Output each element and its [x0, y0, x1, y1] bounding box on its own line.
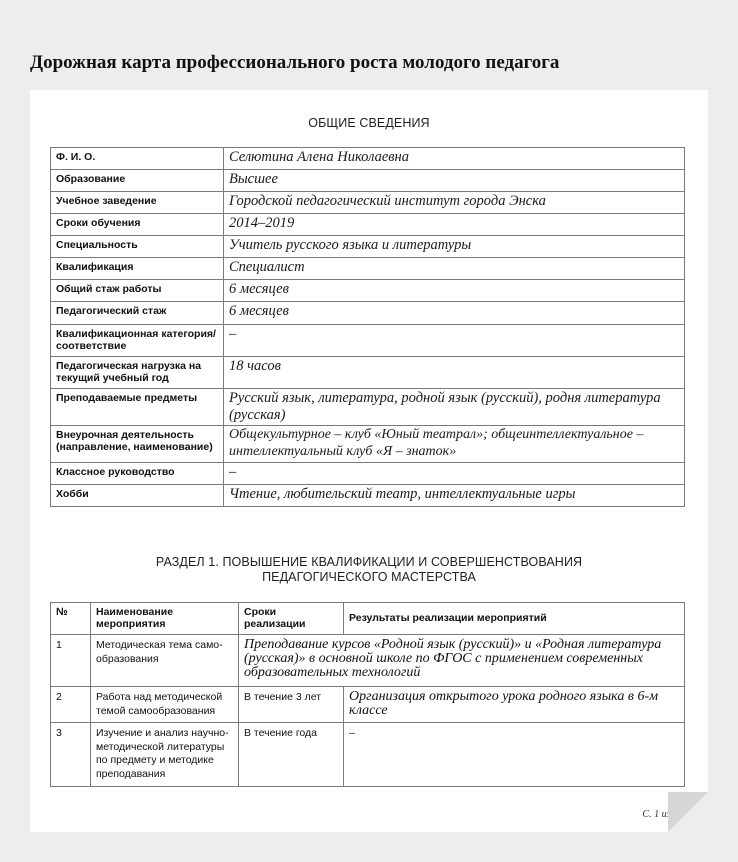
table-row [51, 280, 685, 302]
section-1-heading-line-1: РАЗДЕЛ 1. ПОВЫШЕНИЕ КВАЛИФИКАЦИИ И СОВЕРШЕНСТВОВАНИЯ [155, 555, 583, 569]
row-result: Преподавание курсов «Родной язык (русский)» и «Родная литература (русская)» в основной школе по ФГОС с применением современных образовательных технологий [239, 635, 685, 687]
field-label: Внеурочная деятельность (направление, наименование) [51, 426, 224, 463]
table-row [51, 723, 685, 787]
column-header-number: № [51, 603, 91, 635]
page-number: С. 1 из 4 [642, 809, 678, 820]
row-result: – [344, 723, 685, 787]
section-1-table [50, 602, 685, 787]
field-label: Сроки обучения [51, 214, 224, 236]
field-value: Общекультурное – клуб «Юный театрал»; общеинтеллектуальное – интеллектуальный клуб «Я – знаток» [224, 426, 685, 463]
field-value: Селютина Алена Николаевна [224, 148, 685, 170]
field-label: Образование [51, 170, 224, 192]
page-corner-fold [668, 792, 708, 832]
table-header-row [51, 603, 685, 635]
row-term: В течение 3 лет [239, 687, 344, 723]
field-value: 18 часов [224, 357, 685, 389]
column-header-name: Наименование мероприятия [91, 603, 239, 635]
row-number: 2 [51, 687, 91, 723]
field-label: Квалификационная категория/соответствие [51, 325, 224, 357]
table-row [51, 236, 685, 258]
table-row [51, 302, 685, 325]
section-1-heading [30, 555, 708, 585]
field-value: 6 месяцев [224, 302, 685, 325]
field-label: Классное руководство [51, 463, 224, 485]
table-row [51, 389, 685, 426]
table-row [51, 426, 685, 463]
field-value: 6 месяцев [224, 280, 685, 302]
table-row [51, 485, 685, 507]
document-title: Дорожная карта профессионального роста молодого педагога [30, 52, 560, 73]
table-row [51, 687, 685, 723]
field-value: Высшее [224, 170, 685, 192]
field-value: Городской педагогический институт города Энска [224, 192, 685, 214]
general-info-heading: ОБЩИЕ СВЕДЕНИЯ [308, 116, 430, 130]
row-name: Методическая тема само-образования [91, 635, 239, 687]
field-value: Чтение, любительский театр, интеллектуальные игры [224, 485, 685, 507]
table-row [51, 463, 685, 485]
field-value: Учитель русского языка и литературы [224, 236, 685, 258]
table-row [51, 192, 685, 214]
table-row [51, 214, 685, 236]
field-label: Преподаваемые предметы [51, 389, 224, 426]
field-label: Квалификация [51, 258, 224, 280]
field-label: Хобби [51, 485, 224, 507]
general-info-table [50, 147, 685, 507]
field-label: Общий стаж работы [51, 280, 224, 302]
row-term: В течение года [239, 723, 344, 787]
column-header-result: Результаты реализации мероприятий [344, 603, 685, 635]
table-row [51, 170, 685, 192]
table-row [51, 258, 685, 280]
table-row [51, 357, 685, 389]
row-number: 3 [51, 723, 91, 787]
field-label: Ф. И. О. [51, 148, 224, 170]
document-page [30, 90, 708, 832]
field-label: Специальность [51, 236, 224, 258]
table-row [51, 325, 685, 357]
table-row [51, 635, 685, 687]
row-result: Организация открытого урока родного языка в 6-м классе [344, 687, 685, 723]
field-value: Специалист [224, 258, 685, 280]
field-value: Русский язык, литература, родной язык (русский), родня литература (русская) [224, 389, 685, 426]
field-value: – [224, 463, 685, 485]
row-number: 1 [51, 635, 91, 687]
row-name: Изучение и анализ научно-методической литературы по предмету и методике преподавания [91, 723, 239, 787]
section-1-heading-line-2: ПЕДАГОГИЧЕСКОГО МАСТЕРСТВА [262, 570, 476, 584]
column-header-term: Сроки реализации [239, 603, 344, 635]
table-row [51, 148, 685, 170]
field-value: – [224, 325, 685, 357]
field-label: Педагогическая нагрузка на текущий учебный год [51, 357, 224, 389]
field-label: Учебное заведение [51, 192, 224, 214]
row-name: Работа над методической темой самообразования [91, 687, 239, 723]
field-value: 2014–2019 [224, 214, 685, 236]
field-label: Педагогический стаж [51, 302, 224, 325]
